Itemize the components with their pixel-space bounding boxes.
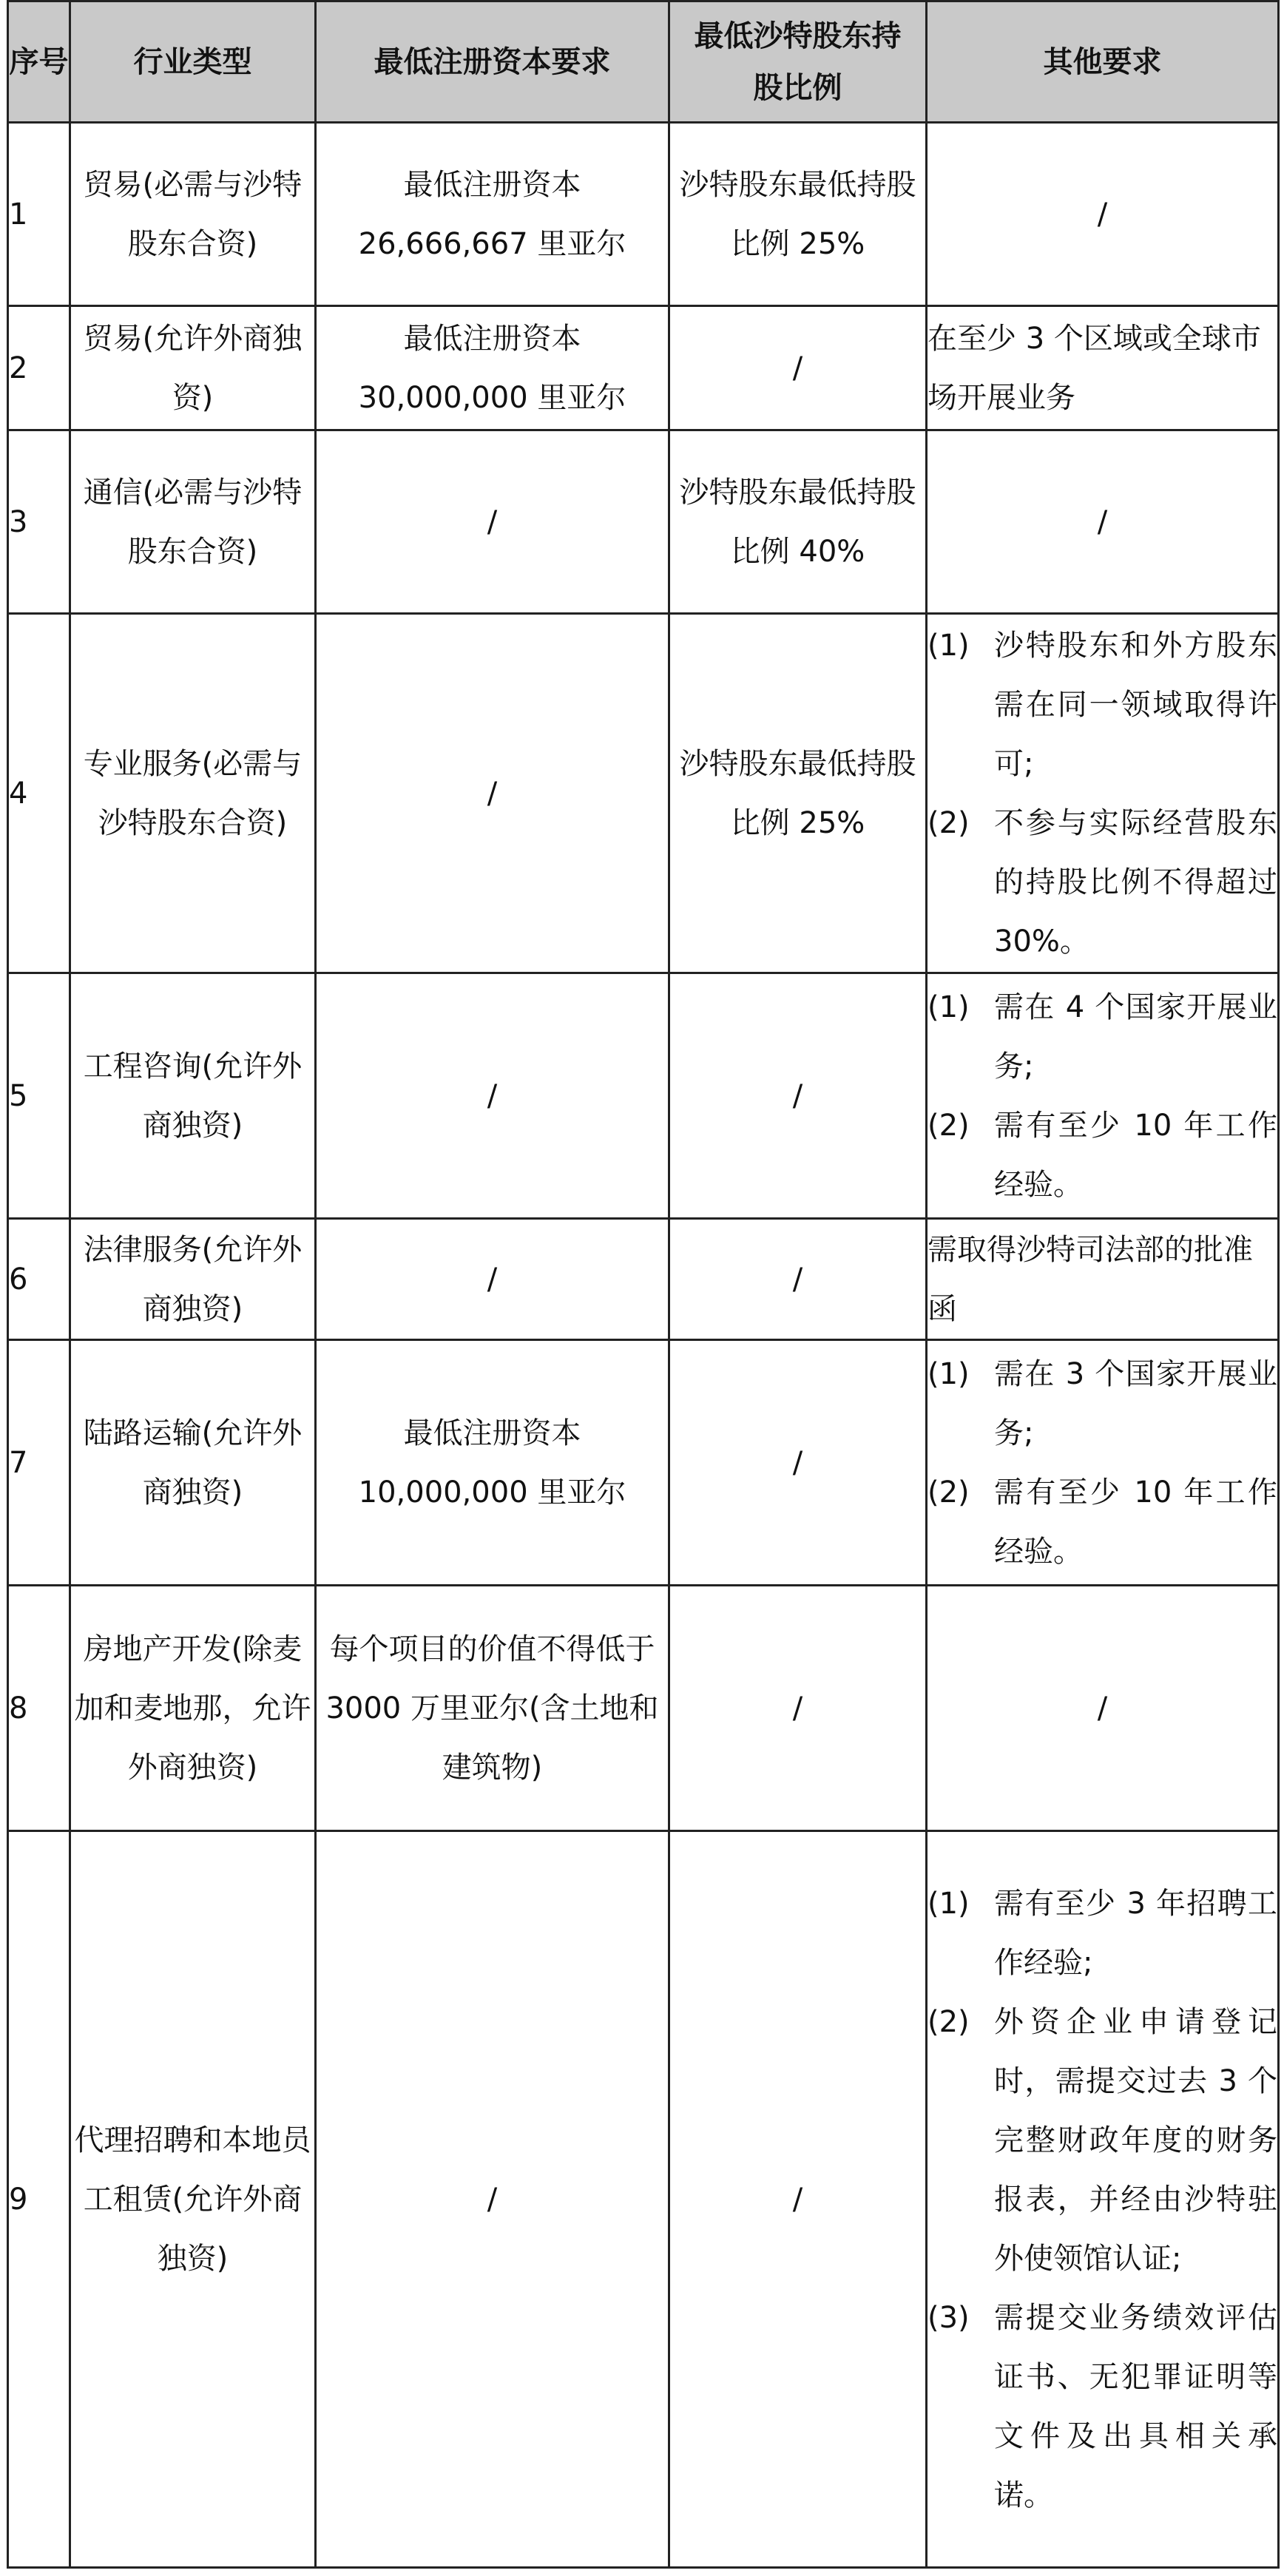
header-shareholding: 最低沙特股东持股比例	[669, 1, 927, 123]
other-requirements	[927, 306, 1279, 430]
requirement-text: 需有至少 10 年工作经验。	[994, 1108, 1277, 1202]
min-registered-capital: 最低注册资本 26,666,667 里亚尔	[316, 123, 669, 306]
requirement-item	[927, 1096, 1277, 1214]
table-row	[8, 614, 1279, 973]
other-requirement-text: /	[1097, 504, 1108, 539]
other-requirements	[927, 430, 1279, 614]
min-registered-capital: 最低注册资本 30,000,000 里亚尔	[316, 306, 669, 430]
row-number: 8	[8, 1586, 70, 1831]
min-saudi-shareholding: /	[669, 1219, 927, 1340]
min-saudi-shareholding: /	[669, 1340, 927, 1586]
other-requirement-text: 在至少 3 个区域或全球市场开展业务	[927, 321, 1261, 415]
header-no: 序号	[8, 1, 70, 123]
industry-type: 法律服务(允许外商独资)	[70, 1219, 316, 1340]
min-registered-capital: /	[316, 1831, 669, 2568]
requirement-item	[927, 978, 1277, 1096]
requirement-label: (2)	[927, 2004, 970, 2039]
row-number: 3	[8, 430, 70, 614]
requirement-text: 不参与实际经营股东的持股比例不得超过 30%。	[994, 805, 1277, 959]
header-industry: 行业类型	[70, 1, 316, 123]
header-other: 其他要求	[927, 1, 1279, 123]
table-row	[8, 430, 1279, 614]
requirements-list	[927, 616, 1277, 971]
industry-type: 陆路运输(允许外商独资)	[70, 1340, 316, 1586]
row-number: 7	[8, 1340, 70, 1586]
min-registered-capital: /	[316, 430, 669, 614]
min-registered-capital: 每个项目的价值不得低于 3000 万里亚尔(含土地和建筑物)	[316, 1586, 669, 1831]
requirement-text: 需在 4 个国家开展业务;	[994, 990, 1277, 1084]
requirement-label: (1)	[927, 1356, 970, 1391]
min-saudi-shareholding: 沙特股东最低持股比例 25%	[669, 123, 927, 306]
requirement-label: (1)	[927, 990, 970, 1024]
min-saudi-shareholding: /	[669, 973, 927, 1219]
industry-type: 代理招聘和本地员工租赁(允许外商独资)	[70, 1831, 316, 2568]
other-requirements	[927, 123, 1279, 306]
row-number: 1	[8, 123, 70, 306]
min-registered-capital: /	[316, 614, 669, 973]
requirement-label: (2)	[927, 1108, 970, 1143]
requirements-list	[927, 1345, 1277, 1581]
requirements-table-container	[7, 0, 1277, 2566]
requirement-text: 外资企业申请登记时，需提交过去 3 个完整财政年度的财务报表，并经由沙特驻外使领馆认证;	[994, 2004, 1277, 2276]
industry-type: 专业服务(必需与沙特股东合资)	[70, 614, 316, 973]
other-requirements	[927, 614, 1279, 973]
requirement-item	[927, 1874, 1277, 1992]
table-row	[8, 123, 1279, 306]
requirement-text: 需有至少 10 年工作经验。	[994, 1475, 1277, 1569]
min-saudi-shareholding: /	[669, 1586, 927, 1831]
min-saudi-shareholding: 沙特股东最低持股比例 25%	[669, 614, 927, 973]
row-number: 9	[8, 1831, 70, 2568]
requirement-label: (2)	[927, 805, 970, 840]
table-row	[8, 306, 1279, 430]
min-saudi-shareholding: /	[669, 306, 927, 430]
table-row	[8, 1586, 1279, 1831]
requirement-label: (3)	[927, 2300, 970, 2335]
table-row	[8, 1340, 1279, 1586]
requirement-item	[927, 1345, 1277, 1463]
requirements-list	[927, 1874, 1277, 2525]
industry-type: 贸易(允许外商独资)	[70, 306, 316, 430]
other-requirement-text: /	[1097, 197, 1108, 231]
requirement-item	[927, 1463, 1277, 1581]
requirement-text: 需有至少 3 年招聘工作经验;	[994, 1886, 1277, 1980]
requirement-item	[927, 1992, 1277, 2288]
table-row	[8, 1831, 1279, 2568]
requirement-label: (2)	[927, 1475, 970, 1510]
header-capital: 最低注册资本要求	[316, 1, 669, 123]
industry-type: 贸易(必需与沙特股东合资)	[70, 123, 316, 306]
table-row	[8, 973, 1279, 1219]
min-saudi-shareholding: 沙特股东最低持股比例 40%	[669, 430, 927, 614]
industry-type: 通信(必需与沙特股东合资)	[70, 430, 316, 614]
row-number: 5	[8, 973, 70, 1219]
min-saudi-shareholding: /	[669, 1831, 927, 2568]
min-registered-capital: 最低注册资本 10,000,000 里亚尔	[316, 1340, 669, 1586]
industry-type: 工程咨询(允许外商独资)	[70, 973, 316, 1219]
row-number: 4	[8, 614, 70, 973]
other-requirements	[927, 1340, 1279, 1586]
table-row	[8, 1219, 1279, 1340]
other-requirements	[927, 1831, 1279, 2568]
other-requirements	[927, 973, 1279, 1219]
requirement-text: 需在 3 个国家开展业务;	[994, 1356, 1277, 1450]
requirement-item	[927, 616, 1277, 794]
min-registered-capital: /	[316, 973, 669, 1219]
requirement-text: 需提交业务绩效评估证书、无犯罪证明等文件及出具相关承诺。	[994, 2300, 1277, 2512]
other-requirements	[927, 1586, 1279, 1831]
requirement-text: 沙特股东和外方股东需在同一领域取得许可;	[994, 628, 1277, 781]
requirement-label: (1)	[927, 1886, 970, 1921]
row-number: 2	[8, 306, 70, 430]
min-registered-capital: /	[316, 1219, 669, 1340]
industry-type: 房地产开发(除麦加和麦地那，允许外商独资)	[70, 1586, 316, 1831]
other-requirements	[927, 1219, 1279, 1340]
row-number: 6	[8, 1219, 70, 1340]
requirement-item	[927, 794, 1277, 971]
other-requirement-text: /	[1097, 1691, 1108, 1725]
other-requirement-text: 需取得沙特司法部的批准函	[927, 1232, 1253, 1326]
requirement-label: (1)	[927, 628, 970, 663]
requirement-item	[927, 2288, 1277, 2525]
industry-requirements-table	[7, 0, 1280, 2569]
table-header-row	[8, 1, 1279, 123]
requirements-list	[927, 978, 1277, 1214]
